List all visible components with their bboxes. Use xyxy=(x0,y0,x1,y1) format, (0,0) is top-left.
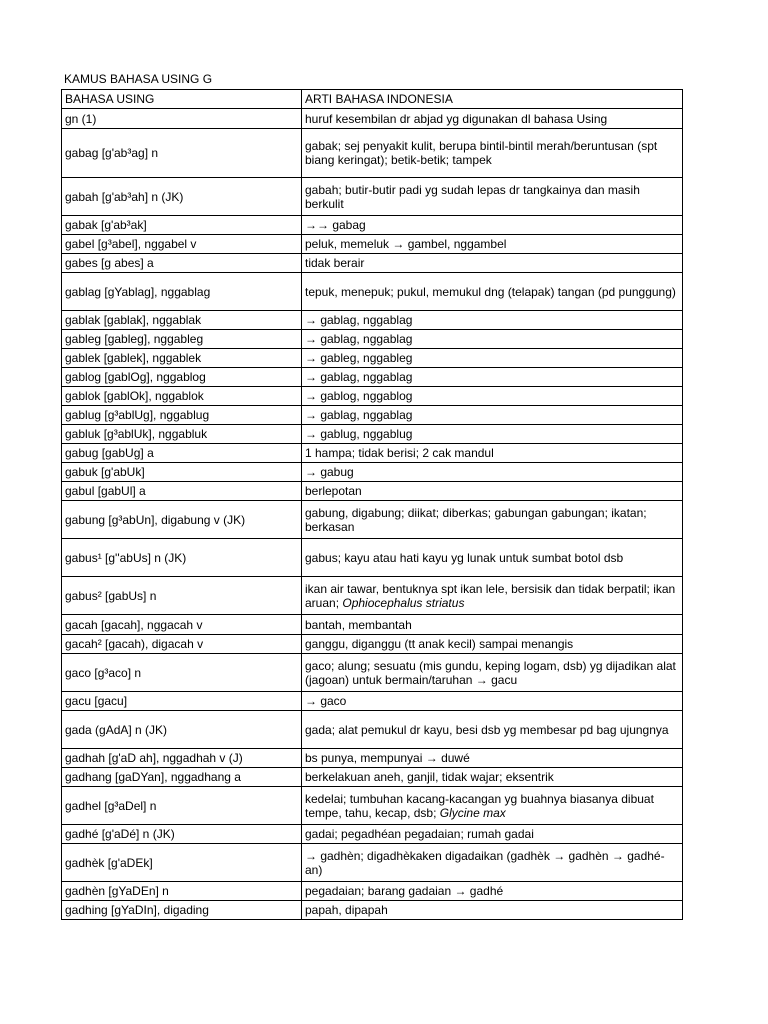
meaning-cell xyxy=(302,109,683,129)
term-cell: gacah [gacah], nggacah v xyxy=(62,615,302,635)
meaning-cell xyxy=(302,692,683,711)
table-row xyxy=(62,825,683,844)
table-row xyxy=(62,349,683,368)
meaning-text: gabah; butir-butir padi yg sudah lepas dr tangkainya dan masih berkulit xyxy=(305,182,640,211)
meaning-text: gabak; sej penyakit kulit, berupa bintil-bintil merah/beruntusan (spt biang keringat); betik-betik; tampek xyxy=(305,139,658,167)
dictionary-table xyxy=(61,89,683,920)
term-cell: gada (gAdA] n (JK) xyxy=(62,711,302,749)
meaning-text: ganggu, diganggu (tt anak kecil) sampai menangis xyxy=(305,637,574,651)
meaning-cell xyxy=(302,129,683,178)
table-row xyxy=(62,463,683,482)
meaning-text: bs punya, mempunyai → duwé xyxy=(305,751,470,765)
table-row xyxy=(62,216,683,235)
meaning-text: ikan air tawar, bentuknya spt ikan lele, bersisik dan tidak berpatil; ikan aruan; xyxy=(305,581,676,610)
meaning-text: berkelakuan aneh, ganjil, tidak wajar; eksentrik xyxy=(305,770,554,784)
meaning-cell xyxy=(302,482,683,501)
table-row xyxy=(62,311,683,330)
meaning-cell xyxy=(302,368,683,387)
term-cell: gacu [gacu] xyxy=(62,692,302,711)
meaning-cell xyxy=(302,501,683,539)
meaning-text: pegadaian; barang gadaian → gadhé xyxy=(305,884,504,898)
term-cell: gabuk [g'abUk] xyxy=(62,463,302,482)
term-cell: gablak [gablak], nggablak xyxy=(62,311,302,330)
term-cell: gabes [g abes] a xyxy=(62,254,302,273)
meaning-cell xyxy=(302,387,683,406)
table-row xyxy=(62,539,683,577)
meaning-cell xyxy=(302,539,683,577)
meaning-cell xyxy=(302,349,683,368)
meaning-text: peluk, memeluk → gambel, nggambel xyxy=(305,237,507,251)
table-row xyxy=(62,109,683,129)
table-row xyxy=(62,615,683,635)
meaning-text: → gablag, nggablag xyxy=(305,370,413,384)
meaning-cell xyxy=(302,444,683,463)
meaning-text: → gabug xyxy=(305,465,354,479)
term-cell: gabug [gabUg] a xyxy=(62,444,302,463)
meaning-cell xyxy=(302,330,683,349)
table-row xyxy=(62,577,683,615)
meaning-text: 1 hampa; tidak berisi; 2 cak mandul xyxy=(305,446,494,460)
meaning-cell xyxy=(302,749,683,768)
meaning-cell xyxy=(302,235,683,254)
table-row xyxy=(62,368,683,387)
term-cell: gablag [gYablag], nggablag xyxy=(62,273,302,311)
meaning-text: berlepotan xyxy=(305,484,362,498)
table-row xyxy=(62,235,683,254)
meaning-cell xyxy=(302,635,683,654)
meaning-text: → gaco xyxy=(305,694,347,708)
scientific-name: Glycine max xyxy=(439,805,506,820)
meaning-cell xyxy=(302,577,683,615)
table-row xyxy=(62,692,683,711)
meaning-cell xyxy=(302,406,683,425)
term-cell: gableg [gableg], nggableg xyxy=(62,330,302,349)
term-cell: gabus² [gabUs] n xyxy=(62,577,302,615)
term-cell: gabel [g³abel], nggabel v xyxy=(62,235,302,254)
table-row xyxy=(62,901,683,920)
meaning-text: gadai; pegadhéan pegadaian; rumah gadai xyxy=(305,827,534,841)
term-cell: gadhah [g'aD ah], nggadhah v (J) xyxy=(62,749,302,768)
term-cell: gabus¹ [g''abUs] n (JK) xyxy=(62,539,302,577)
term-cell: gadhel [g³aDel] n xyxy=(62,787,302,825)
term-cell: gadhèk [g'aDEk] xyxy=(62,844,302,882)
meaning-cell xyxy=(302,273,683,311)
meaning-cell xyxy=(302,901,683,920)
table-row xyxy=(62,882,683,901)
meaning-cell xyxy=(302,825,683,844)
table-row xyxy=(62,749,683,768)
table-row xyxy=(62,254,683,273)
table-row xyxy=(62,654,683,692)
meaning-cell xyxy=(302,254,683,273)
meaning-text: → gableg, nggableg xyxy=(305,351,413,365)
header-col-meaning: ARTI BAHASA INDONESIA xyxy=(302,90,683,109)
meaning-text: →→ gabag xyxy=(305,218,366,232)
meaning-cell xyxy=(302,615,683,635)
term-cell: gablug [g³ablUg], nggablug xyxy=(62,406,302,425)
term-cell: gadhé [g'aDé] n (JK) xyxy=(62,825,302,844)
meaning-text: → gablug, nggablug xyxy=(305,427,413,441)
document-title: KAMUS BAHASA USING G xyxy=(64,72,213,86)
meaning-text: gada; alat pemukul dr kayu, besi dsb yg membesar pd bag ujungnya xyxy=(305,722,669,737)
meaning-text: papah, dipapah xyxy=(305,903,388,917)
table-row xyxy=(62,330,683,349)
term-cell: gabung [g³abUn], digabung v (JK) xyxy=(62,501,302,539)
term-cell: gn (1) xyxy=(62,109,302,129)
table-row xyxy=(62,844,683,882)
meaning-text: gaco; alung; sesuatu (mis gundu, keping logam, dsb) yg dijadikan alat (jagoan) untuk bermain/taruhan → gacu xyxy=(305,658,676,687)
term-cell: gadhang [gaDYan], nggadhang a xyxy=(62,768,302,787)
term-cell: gablog [gablOg], nggablog xyxy=(62,368,302,387)
table-row xyxy=(62,406,683,425)
term-cell: gablek [gablek], nggablek xyxy=(62,349,302,368)
table-row xyxy=(62,425,683,444)
term-cell: gacah² [gacah), digacah v xyxy=(62,635,302,654)
table-row xyxy=(62,501,683,539)
header-col-term: BAHASA USING xyxy=(62,90,302,109)
table-row xyxy=(62,787,683,825)
scientific-name: Ophiocephalus striatus xyxy=(342,595,465,610)
term-cell: gabak [g'ab³ak] xyxy=(62,216,302,235)
meaning-text: → gadhèn; digadhèkaken digadaikan (gadhèk → gadhèn → gadhé-an) xyxy=(305,848,665,877)
table-row xyxy=(62,635,683,654)
meaning-cell xyxy=(302,882,683,901)
meaning-text: → gablag, nggablag xyxy=(305,332,413,346)
table-row xyxy=(62,129,683,178)
meaning-cell xyxy=(302,787,683,825)
meaning-text: gabus; kayu atau hati kayu yg lunak untuk sumbat botol dsb xyxy=(305,550,624,565)
meaning-cell xyxy=(302,844,683,882)
meaning-cell xyxy=(302,654,683,692)
term-cell: gabah [g'ab³ah] n (JK) xyxy=(62,178,302,216)
meaning-text: tidak berair xyxy=(305,256,365,270)
meaning-text: → gablag, nggablag xyxy=(305,408,413,422)
term-cell: gablok [gablOk], nggablok xyxy=(62,387,302,406)
table-row xyxy=(62,482,683,501)
term-cell: gadhing [gYaDIn], digading xyxy=(62,901,302,920)
meaning-text: → gablag, nggablag xyxy=(305,313,413,327)
table-row xyxy=(62,444,683,463)
meaning-text: kedelai; tumbuhan kacang-kacangan yg buahnya biasanya dibuat tempe, tahu, kecap, dsb; xyxy=(305,791,654,820)
term-cell: gaco [g³aco] n xyxy=(62,654,302,692)
table-header-row xyxy=(62,90,683,109)
table-row xyxy=(62,387,683,406)
meaning-text: tepuk, menepuk; pukul, memukul dng (telapak) tangan (pd punggung) xyxy=(305,284,676,299)
table-row xyxy=(62,711,683,749)
meaning-cell xyxy=(302,311,683,330)
meaning-cell xyxy=(302,216,683,235)
meaning-text: bantah, membantah xyxy=(305,617,412,632)
table-row xyxy=(62,273,683,311)
term-cell: gabag [g'ab³ag] n xyxy=(62,129,302,178)
term-cell: gabul [gabUl] a xyxy=(62,482,302,501)
meaning-cell xyxy=(302,711,683,749)
meaning-text: huruf kesembilan dr abjad yg digunakan dl bahasa Using xyxy=(305,111,608,126)
meaning-text: gabung, digabung; diikat; diberkas; gabungan gabungan; ikatan; berkasan xyxy=(305,505,647,534)
meaning-cell xyxy=(302,178,683,216)
meaning-cell xyxy=(302,463,683,482)
meaning-cell xyxy=(302,425,683,444)
table-row xyxy=(62,768,683,787)
term-cell: gabluk [g³ablUk], nggabluk xyxy=(62,425,302,444)
meaning-cell xyxy=(302,768,683,787)
term-cell: gadhèn [gYaDEn] n xyxy=(62,882,302,901)
meaning-text: → gablog, nggablog xyxy=(305,389,413,403)
table-row xyxy=(62,178,683,216)
